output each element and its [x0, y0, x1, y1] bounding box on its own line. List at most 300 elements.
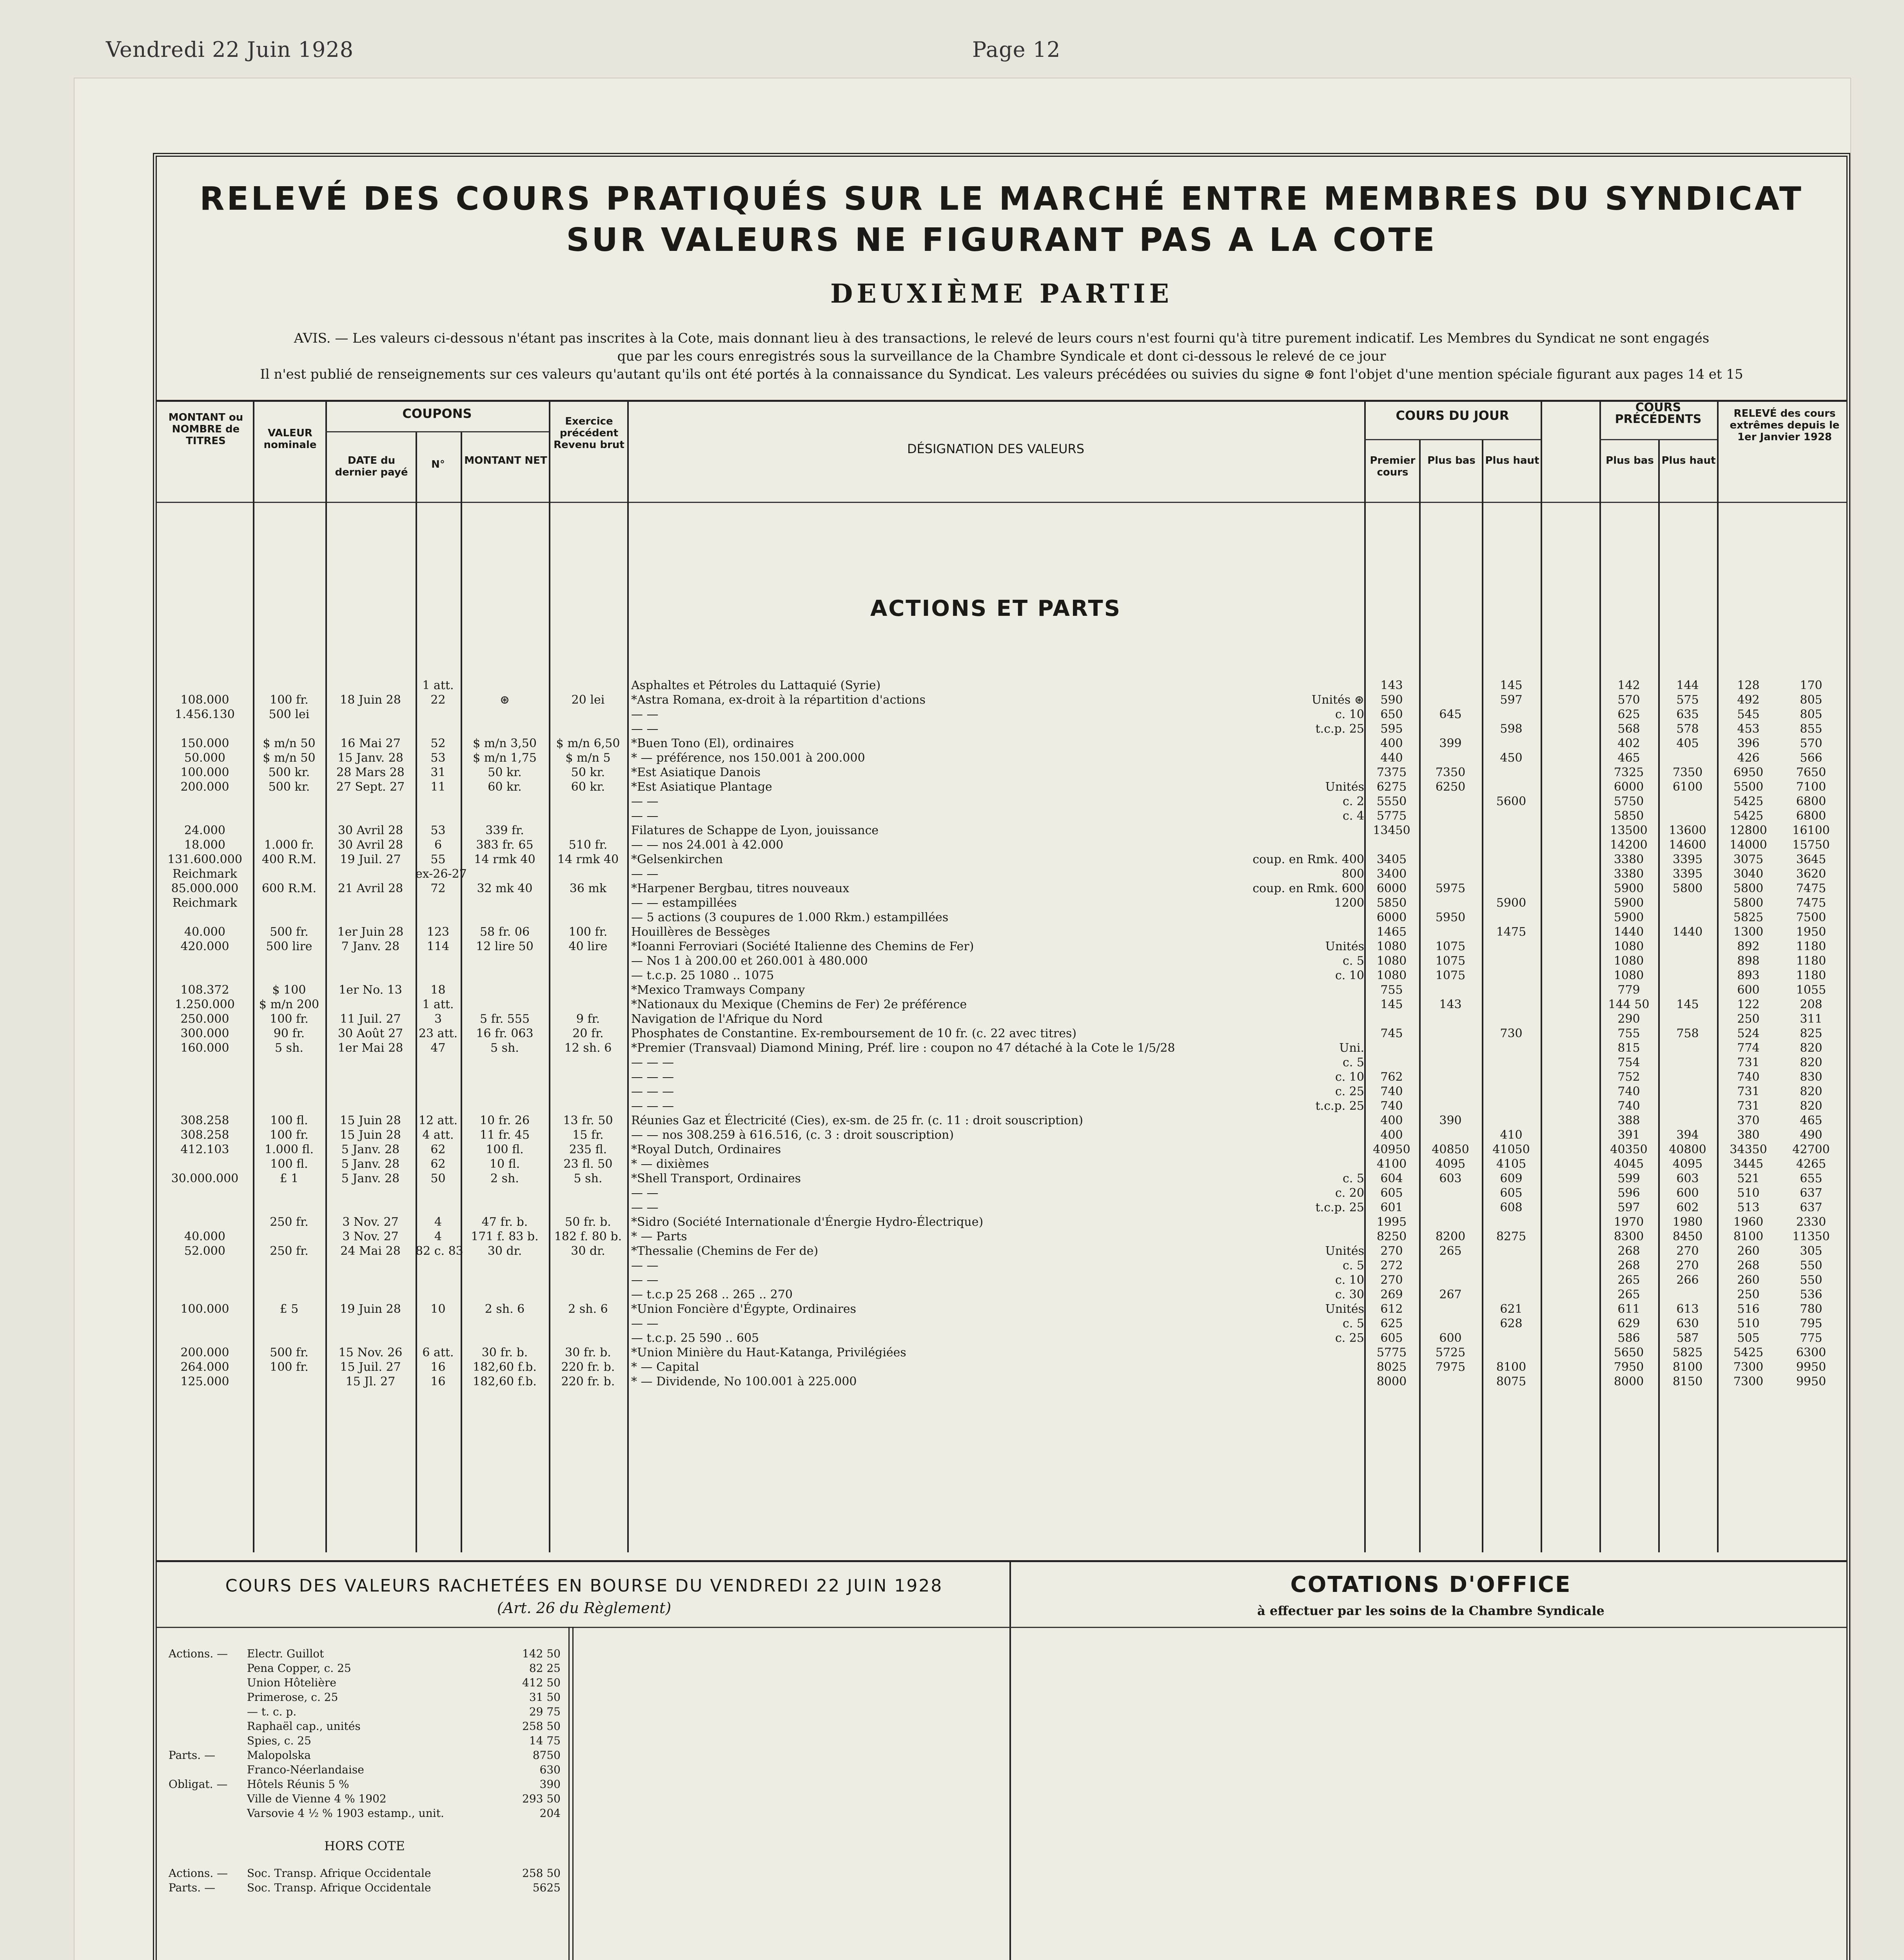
cell-valeur: 100 fr.: [270, 1012, 309, 1026]
cell-montant: [157, 809, 253, 823]
cell-numero: 4 att.: [422, 1128, 454, 1142]
cell-plus-haut: 597: [1500, 693, 1523, 707]
cell-plus-bas: [1419, 852, 1482, 867]
cell-exercice: [549, 1316, 627, 1331]
cell-releve-bas: 1300: [1733, 925, 1764, 939]
cell-prec-bas: 268: [1617, 1259, 1640, 1272]
cell-plus-haut: [1482, 939, 1541, 954]
cell-date: 3 Nov. 27: [342, 1230, 399, 1243]
cell-montant: [157, 1331, 253, 1345]
cell-montant-net: [461, 794, 549, 809]
cell-name: Electr. Guillot: [247, 1647, 324, 1660]
cell-numero: [416, 707, 461, 722]
cell-coupure: Unités: [1325, 780, 1364, 794]
cell-premier: 272: [1380, 1259, 1403, 1272]
cell-prec-haut: [1658, 794, 1717, 809]
cell-coupure: c. 30: [1335, 1288, 1364, 1301]
cell-prec-haut: 8100: [1672, 1360, 1703, 1374]
cell-plus-haut: 5600: [1496, 795, 1526, 808]
cell-designation: *Est Asiatique Danois: [631, 766, 761, 779]
cell-date: [325, 954, 416, 968]
cell-montant-net: 12 lire 50: [476, 940, 534, 953]
cell-prec-haut: 144: [1676, 679, 1699, 692]
cell-prec-haut: 635: [1676, 708, 1699, 721]
cell-numero: 31: [430, 766, 446, 779]
table-row: [157, 1215, 1850, 1229]
cell-prec-bas: 7325: [1614, 766, 1644, 779]
cell-prec-haut: 40800: [1669, 1143, 1706, 1156]
cell-spacer: [1541, 1070, 1599, 1084]
cell-premier: 762: [1380, 1070, 1403, 1084]
cell-montant: 1.456.130: [175, 708, 235, 721]
rachetees-col-sep: [572, 1627, 574, 1960]
list-item: [169, 1806, 564, 1820]
cell-plus-haut: [1482, 707, 1541, 722]
cell-designation: Navigation de l'Afrique du Nord: [631, 1012, 823, 1026]
cell-premier: 740: [1380, 1085, 1403, 1098]
cell-numero: [416, 809, 461, 823]
cell-date: [325, 809, 416, 823]
cell-exercice: 5 sh.: [574, 1172, 603, 1185]
cell-valeur: [253, 896, 325, 910]
cell-prec-bas: 611: [1617, 1302, 1640, 1316]
cell-date: 30 Août 27: [338, 1027, 403, 1040]
cell-numero: 11: [430, 780, 446, 794]
cell-plus-bas: 645: [1439, 708, 1462, 721]
list-item: [169, 1675, 564, 1690]
header-date: DATE du dernier payé: [335, 455, 408, 478]
cell-spacer: [1541, 852, 1599, 867]
cell-designation: * — Capital: [631, 1360, 699, 1374]
cell-montant: 40.000: [184, 1230, 225, 1243]
cell-valeur: [253, 1186, 325, 1200]
cell-plus-bas: 7975: [1435, 1360, 1466, 1374]
cell-montant: [157, 1258, 253, 1273]
cell-releve-haut: 7500: [1796, 911, 1826, 924]
cell-prec-haut: [1658, 1055, 1717, 1070]
cell-premier: [1364, 1041, 1419, 1055]
cell-plus-haut: 605: [1500, 1186, 1523, 1200]
cell-coupure: [1231, 1229, 1364, 1244]
cell-exercice: 220 fr. b.: [561, 1360, 615, 1374]
cell-plus-haut: [1482, 881, 1541, 896]
cell-plus-haut: 450: [1500, 751, 1523, 765]
cell-prec-haut: 602: [1676, 1201, 1699, 1214]
cell-coupure: [1231, 823, 1364, 838]
cell-date: 18 Juin 28: [340, 693, 401, 707]
cell-prec-bas: 13500: [1610, 824, 1648, 837]
cell-price: 412 50: [522, 1676, 561, 1689]
cell-valeur: 1.000 fr.: [264, 838, 314, 852]
cell-montant-net: [461, 968, 549, 983]
cell-designation: — — —: [631, 1085, 674, 1098]
cell-prec-bas: 5900: [1614, 896, 1644, 910]
cell-coupure: [1231, 1012, 1364, 1026]
cell-numero: [416, 1084, 461, 1099]
cell-montant-net: [461, 1200, 549, 1215]
cell-prec-bas: 754: [1617, 1056, 1640, 1069]
cell-prec-bas: 465: [1617, 751, 1640, 765]
cell-montant-net: 339 fr.: [485, 824, 524, 837]
table-row: [157, 1186, 1850, 1200]
cell-valeur: [253, 1055, 325, 1070]
cell-prec-bas: 568: [1617, 722, 1640, 736]
cell-premier: 604: [1380, 1172, 1403, 1185]
cell-prec-haut: 270: [1676, 1259, 1699, 1272]
cell-spacer: [1541, 722, 1599, 736]
cell-releve-haut: 775: [1800, 1331, 1822, 1345]
cell-montant: 100.000: [180, 766, 229, 779]
cell-premier: 1995: [1376, 1215, 1407, 1229]
cell-date: 1er Mai 28: [338, 1041, 403, 1055]
main-table-body: [157, 678, 1850, 1389]
cell-prec-bas: 586: [1617, 1331, 1640, 1345]
cell-spacer: [1541, 693, 1599, 707]
cell-plus-bas: [1419, 1374, 1482, 1389]
cell-category: Parts. —: [169, 1881, 216, 1894]
cell-prec-haut: 266: [1676, 1273, 1699, 1287]
table-row: [157, 1041, 1850, 1055]
cell-plus-haut: 41050: [1492, 1143, 1530, 1156]
cell-releve-bas: 892: [1737, 940, 1760, 953]
cell-exercice: [549, 910, 627, 925]
header-premier: Premier cours: [1370, 455, 1416, 478]
cell-valeur: [253, 1099, 325, 1113]
cell-prec-haut: 3395: [1672, 867, 1703, 881]
cell-numero: 23 att.: [418, 1027, 458, 1040]
cell-spacer: [1541, 1041, 1599, 1055]
cell-releve-haut: 637: [1800, 1186, 1822, 1200]
cell-valeur: [253, 794, 325, 809]
cell-montant-net: [461, 1070, 549, 1084]
cell-price: 293 50: [522, 1792, 561, 1805]
cell-exercice: 13 fr. 50: [563, 1114, 613, 1127]
cell-prec-haut: [1658, 954, 1717, 968]
header-numero: N°: [431, 459, 445, 470]
cell-releve-bas: 5425: [1733, 809, 1764, 823]
cell-releve-bas: 260: [1737, 1244, 1760, 1258]
cell-numero: [416, 896, 461, 910]
cell-plus-bas: 600: [1439, 1331, 1462, 1345]
cell-exercice: 40 lire: [568, 940, 608, 953]
cell-releve-haut: 7475: [1796, 896, 1826, 910]
cell-prec-haut: 578: [1676, 722, 1699, 736]
cell-montant: [157, 1200, 253, 1215]
cell-montant: 52.000: [184, 1244, 225, 1258]
cell-prec-bas: 290: [1617, 1012, 1640, 1026]
table-row: [157, 1070, 1850, 1084]
cell-exercice: 14 rmk 40: [557, 853, 619, 866]
cell-montant: [157, 1084, 253, 1099]
cell-plus-haut: [1482, 1113, 1541, 1128]
cell-montant-net: 58 fr. 06: [479, 925, 530, 939]
cell-price: 390: [539, 1778, 561, 1791]
cell-montant: 18.000: [184, 838, 225, 852]
cell-designation: * — Parts: [631, 1230, 687, 1243]
cell-date: [325, 1316, 416, 1331]
cell-prec-bas: 142: [1617, 679, 1640, 692]
cell-releve-haut: 9950: [1796, 1375, 1826, 1388]
cell-spacer: [1541, 1055, 1599, 1070]
table-row: [157, 1171, 1850, 1186]
cell-prec-haut: 13600: [1669, 824, 1706, 837]
cell-category: Parts. —: [169, 1749, 216, 1762]
cell-exercice: 510 fr.: [568, 838, 608, 852]
cell-name: Soc. Transp. Afrique Occidentale: [247, 1867, 431, 1880]
cell-plus-haut: [1482, 1287, 1541, 1302]
main-table-header-rule: [157, 502, 1846, 503]
cell-plus-haut: [1482, 1345, 1541, 1360]
header-cours-precedents: COURS PRÉCÉDENTS: [1615, 401, 1702, 426]
cell-releve-haut: 1180: [1796, 940, 1826, 953]
cell-releve-haut: 170: [1800, 679, 1822, 692]
cell-designation: — —: [631, 867, 659, 881]
avis-line3: Il n'est publié de renseignements sur ces valeurs qu'autant qu'ils ont été portés à la connaissance du Syndicat. Les valeurs précédées ou suivies du signe ⊛ font l'objet d'une mention spéciale figurant aux pages 14 et 15: [260, 367, 1743, 382]
cell-date: 19 Juil. 27: [340, 853, 401, 866]
table-row: [157, 1200, 1850, 1215]
part-title: DEUXIÈME PARTIE: [830, 278, 1173, 309]
cell-date: 7 Janv. 28: [341, 940, 400, 953]
cell-exercice: [549, 896, 627, 910]
table-row: [157, 1302, 1850, 1316]
cell-name: Franco-Néerlandaise: [247, 1763, 364, 1776]
cell-premier: 400: [1380, 1114, 1403, 1127]
cell-releve-haut: 1180: [1796, 969, 1826, 982]
cell-numero: [416, 722, 461, 736]
cell-coupure: [1231, 678, 1364, 693]
cell-prec-haut: [1658, 1084, 1717, 1099]
cell-plus-haut: 145: [1500, 679, 1523, 692]
cell-date: [325, 1099, 416, 1113]
cell-numero: 18: [430, 983, 446, 997]
cell-prec-haut: [1658, 1099, 1717, 1113]
cell-designation: *Mexico Tramways Company: [631, 983, 805, 997]
cell-montant: 300.000: [180, 1027, 229, 1040]
cell-releve-haut: 830: [1800, 1070, 1822, 1084]
cell-releve-bas: 513: [1737, 1201, 1760, 1214]
cell-montant: [157, 794, 253, 809]
cell-spacer: [1541, 765, 1599, 780]
cell-releve-bas: 516: [1737, 1302, 1760, 1316]
rachetees-subtitle: (Art. 26 du Règlement): [497, 1599, 672, 1617]
cell-valeur: 600 R.M.: [261, 882, 317, 895]
cell-exercice: [549, 1287, 627, 1302]
cell-valeur: 100 fr.: [270, 1128, 309, 1142]
cell-prec-bas: 1080: [1614, 969, 1644, 982]
cell-prec-haut: 8150: [1672, 1375, 1703, 1388]
cell-spacer: [1541, 780, 1599, 794]
table-row: [157, 707, 1850, 722]
cell-designation: — t.c.p. 25 1080 .. 1075: [631, 969, 774, 982]
coupons-rule: [325, 431, 549, 432]
cell-releve-haut: 305: [1800, 1244, 1822, 1258]
cell-releve-bas: 426: [1737, 751, 1760, 765]
cell-plus-haut: [1482, 765, 1541, 780]
cell-releve-haut: 825: [1800, 1027, 1822, 1040]
cours-jour-rule: [1364, 439, 1541, 440]
cell-exercice: [549, 809, 627, 823]
cell-montant: 264.000: [180, 1360, 229, 1374]
cell-valeur: £ 5: [280, 1302, 299, 1316]
rachetees-col-sep: [568, 1627, 570, 1960]
cell-spacer: [1541, 1302, 1599, 1316]
cell-montant: [157, 954, 253, 968]
cell-premier: 5850: [1376, 896, 1407, 910]
cell-exercice: 30 fr. b.: [565, 1346, 611, 1359]
cell-coupure: [1231, 1026, 1364, 1041]
cell-designation: — —: [631, 809, 659, 823]
cell-coupure: c. 25: [1335, 1085, 1364, 1098]
cell-exercice: [549, 678, 627, 693]
cell-coupure: [1231, 1345, 1364, 1360]
cell-designation: — —: [631, 722, 659, 736]
cell-date: 15 Nov. 26: [338, 1346, 403, 1359]
cell-plus-bas: [1419, 1215, 1482, 1229]
cell-numero: 52: [430, 737, 446, 750]
cell-montant: 160.000: [180, 1041, 229, 1055]
cell-category: Actions. —: [169, 1867, 228, 1880]
cell-releve-bas: 396: [1737, 737, 1760, 750]
cell-montant: [157, 1055, 253, 1070]
cell-date: [325, 707, 416, 722]
cell-prec-haut: 575: [1676, 693, 1699, 707]
cell-premier: [1364, 838, 1419, 852]
cell-name: Union Hôtelière: [247, 1676, 336, 1689]
cell-exercice: 20 lei: [571, 693, 605, 707]
cell-prec-bas: 268: [1617, 1244, 1640, 1258]
table-row: [157, 1287, 1850, 1302]
cell-spacer: [1541, 838, 1599, 852]
cell-exercice: $ m/n 6,50: [556, 737, 620, 750]
cell-prec-haut: 145: [1676, 998, 1699, 1011]
cell-releve-bas: 453: [1737, 722, 1760, 736]
list-item: [169, 1704, 564, 1719]
cell-releve-haut: 1950: [1796, 925, 1826, 939]
cell-date: [325, 1055, 416, 1070]
cell-prec-haut: 3395: [1672, 853, 1703, 866]
cell-coupure: [1231, 751, 1364, 765]
cell-numero: 6 att.: [422, 1346, 454, 1359]
table-row: [157, 751, 1850, 765]
cell-montant: 85.000.000: [171, 882, 239, 895]
table-row: [157, 1316, 1850, 1331]
table-row: [157, 852, 1850, 867]
cell-premier: 740: [1380, 1099, 1403, 1113]
cell-releve-bas: 128: [1737, 679, 1760, 692]
cell-coupure: Unités: [1325, 1244, 1364, 1258]
cell-designation: — —: [631, 1317, 659, 1330]
table-row: [157, 1258, 1850, 1273]
cell-spacer: [1541, 1084, 1599, 1099]
cell-plus-bas: [1419, 1026, 1482, 1041]
cell-spacer: [1541, 751, 1599, 765]
cell-valeur: 500 lei: [269, 708, 310, 721]
cell-numero: 50: [430, 1172, 446, 1185]
cell-plus-haut: [1482, 780, 1541, 794]
cell-premier: 8025: [1376, 1360, 1407, 1374]
cell-montant-net: [461, 722, 549, 736]
cell-valeur: [253, 1084, 325, 1099]
cell-exercice: [549, 867, 627, 881]
cell-designation: — — nos 24.001 à 42.000: [631, 838, 784, 852]
cell-spacer: [1541, 1273, 1599, 1287]
cell-coupure: c. 4: [1343, 809, 1364, 823]
table-row: [157, 809, 1850, 823]
cell-numero: [416, 1331, 461, 1345]
cell-prec-haut: [1658, 1070, 1717, 1084]
cell-montant-net: 5 sh.: [490, 1041, 519, 1055]
cell-valeur: $ m/n 200: [259, 998, 319, 1011]
cell-designation: — —: [631, 1273, 659, 1287]
cell-prec-bas: 599: [1617, 1172, 1640, 1185]
cell-premier: 625: [1380, 1317, 1403, 1330]
cell-date: 5 Janv. 28: [341, 1157, 400, 1171]
cell-releve-haut: 11350: [1792, 1230, 1830, 1243]
cell-releve-haut: 820: [1800, 1085, 1822, 1098]
cell-valeur: 500 fr.: [270, 1346, 309, 1359]
cell-plus-haut: 1475: [1496, 925, 1526, 939]
cell-releve-bas: 5425: [1733, 795, 1764, 808]
cell-prec-haut: 613: [1676, 1302, 1699, 1316]
cell-numero: 62: [430, 1157, 446, 1171]
cell-prec-haut: [1658, 910, 1717, 925]
cell-numero: 4: [434, 1230, 442, 1243]
cell-exercice: [549, 1200, 627, 1215]
cell-prec-bas: 1080: [1614, 954, 1644, 968]
cell-plus-bas: 6250: [1435, 780, 1466, 794]
table-row: [157, 736, 1850, 751]
cell-plus-bas: [1419, 751, 1482, 765]
cell-releve-bas: 12800: [1730, 824, 1767, 837]
cell-premier: 605: [1380, 1186, 1403, 1200]
running-head-date: Vendredi 22 Juin 1928: [106, 37, 354, 62]
cell-valeur: 100 fl.: [270, 1114, 308, 1127]
cell-prec-bas: 402: [1617, 737, 1640, 750]
cell-montant-net: [461, 1287, 549, 1302]
table-row: [157, 896, 1850, 910]
cell-spacer: [1541, 1258, 1599, 1273]
cell-date: 21 Avril 28: [338, 882, 403, 895]
cell-releve-haut: 1055: [1796, 983, 1826, 997]
cell-category: [169, 1704, 247, 1719]
cell-montant-net: $ m/n 3,50: [473, 737, 537, 750]
cell-prec-haut: 1440: [1672, 925, 1703, 939]
cell-montant-net: [461, 910, 549, 925]
table-row: [157, 838, 1850, 852]
cell-releve-bas: 7300: [1733, 1375, 1764, 1388]
cell-montant-net: 2 sh.: [490, 1172, 519, 1185]
table-row: [157, 1157, 1850, 1171]
cell-exercice: [549, 968, 627, 983]
cell-montant: [157, 1099, 253, 1113]
cell-prec-haut: [1658, 968, 1717, 983]
cell-date: [325, 1287, 416, 1302]
table-row: [157, 983, 1850, 997]
cell-premier: 6000: [1376, 911, 1407, 924]
cell-plus-bas: [1419, 838, 1482, 852]
cell-releve-bas: 492: [1737, 693, 1760, 707]
cell-spacer: [1541, 678, 1599, 693]
cell-releve-bas: 5800: [1733, 882, 1764, 895]
cell-montant: [157, 1157, 253, 1171]
cell-plus-bas: [1419, 1012, 1482, 1026]
cell-coupure: c. 5: [1343, 1172, 1364, 1185]
cell-numero: 6: [434, 838, 442, 852]
cell-date: [325, 1070, 416, 1084]
cell-montant-net: [461, 1055, 549, 1070]
cell-plus-haut: [1482, 838, 1541, 852]
cell-releve-bas: 510: [1737, 1317, 1760, 1330]
